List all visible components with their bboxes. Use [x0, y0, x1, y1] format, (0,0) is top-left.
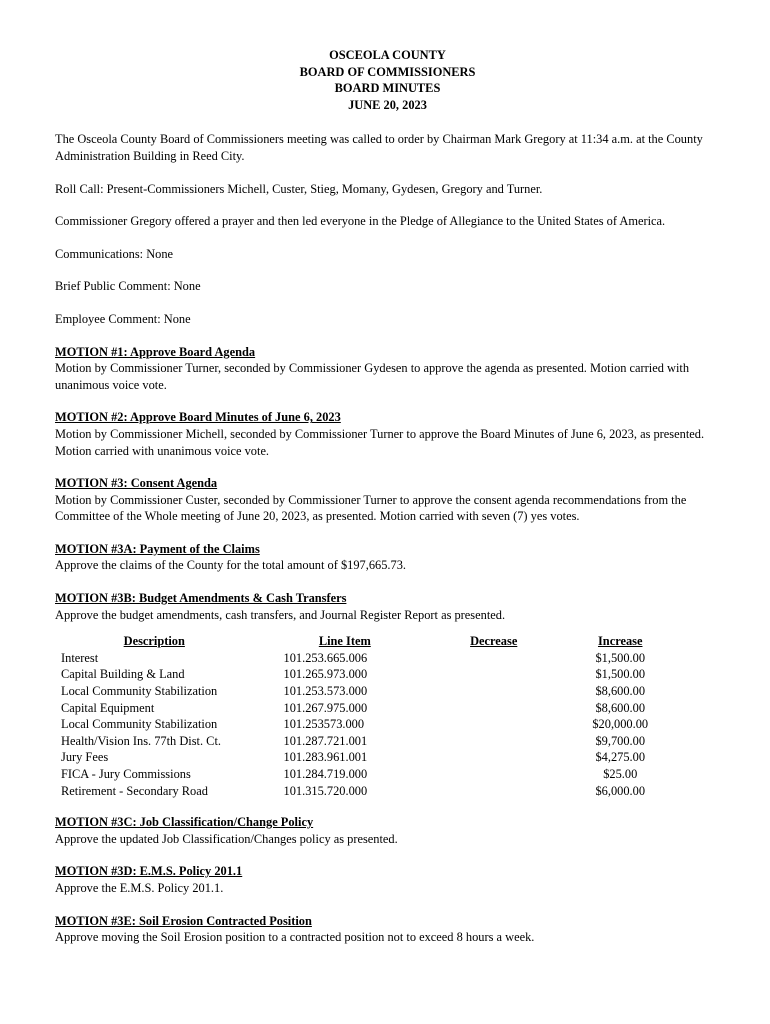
header-minutes: BOARD MINUTES: [334, 81, 441, 96]
row-line-item: 101.265.973.000: [283, 667, 368, 682]
row-description: Interest: [61, 650, 99, 665]
row-description: FICA - Jury Commissions: [61, 767, 191, 781]
row-line-item: 101.267.975.000: [283, 700, 368, 715]
row-decrease: [450, 683, 579, 700]
row-decrease: [450, 666, 579, 683]
row-decrease: [450, 716, 579, 733]
motion-3-text: Motion by Commissioner Custer, seconded by Commissioner Turner to approve the consent agenda recommendations from the Committee of the Whole meeting of June 20, 2023, as presented. Motion carried with seven (7) yes votes.: [55, 492, 687, 524]
row-line-item: 101.287.721.001: [283, 733, 368, 748]
roll-call-paragraph: Roll Call: Present-Commissioners Michell, Custer, Stieg, Momany, Gydesen, Gregory and Turner.: [55, 181, 543, 196]
motion-3d-text: Approve the E.M.S. Policy 201.1.: [55, 880, 224, 895]
motion-3d-title: MOTION #3D: E.M.S. Policy 201.1: [55, 864, 243, 879]
header-line-item: Line Item: [318, 634, 371, 649]
row-description: Jury Fees: [61, 750, 109, 765]
motion-3-title: MOTION #3: Consent Agenda: [55, 476, 218, 491]
row-decrease: [450, 700, 579, 717]
motion-3c-text: Approve the updated Job Classification/Changes policy as presented.: [55, 831, 398, 846]
row-increase: $6,000.00: [595, 783, 646, 798]
row-description: Local Community Stabilization: [61, 717, 218, 732]
motion-3c-title: MOTION #3C: Job Classification/Change Policy: [55, 815, 314, 830]
header-decrease: Decrease: [470, 634, 518, 649]
header-date: JUNE 20, 2023: [348, 97, 427, 112]
row-decrease: [450, 749, 579, 766]
public-comment-paragraph: Brief Public Comment: None: [55, 279, 201, 294]
table-row: [61, 700, 661, 717]
row-line-item: 101.253573.000: [283, 717, 365, 732]
motion-3b-title: MOTION #3B: Budget Amendments & Cash Transfers: [55, 591, 347, 606]
table-row: [61, 766, 661, 783]
table-row: [61, 716, 661, 733]
table-row: [61, 683, 661, 700]
motion-1: [55, 344, 720, 394]
row-line-item: 101.315.720.000: [283, 783, 368, 798]
motion-1-text: Motion by Commissioner Turner, seconded by Commissioner Gydesen to approve the agenda as presented. Motion carried with unanimous voice vote.: [55, 361, 690, 392]
motion-3e-title: MOTION #3E: Soil Erosion Contracted Position: [55, 913, 312, 928]
table-row: [61, 749, 661, 766]
row-increase: $9,700.00: [595, 733, 646, 748]
header-board: BOARD OF COMMISSIONERS: [299, 64, 476, 79]
table-row: [61, 783, 661, 800]
row-decrease: [450, 783, 579, 800]
budget-amendments-table: [61, 633, 661, 799]
row-decrease: [450, 733, 579, 750]
table-row: [61, 650, 661, 667]
row-line-item: 101.253.665.006: [283, 650, 368, 665]
motion-3e-text: Approve moving the Soil Erosion position to a contracted position not to exceed 8 hours a week.: [55, 930, 535, 945]
row-description: Retirement - Secondary Road: [61, 783, 208, 798]
row-description: Local Community Stabilization: [61, 684, 218, 699]
row-line-item: 101.253.573.000: [283, 684, 368, 699]
header-description: Description: [123, 634, 185, 649]
motion-3d: [55, 863, 720, 896]
employee-comment-paragraph: Employee Comment: None: [55, 311, 191, 326]
row-increase: $8,600.00: [595, 684, 646, 699]
motion-3b: [55, 590, 720, 799]
motion-1-title: MOTION #1: Approve Board Agenda: [55, 344, 256, 359]
prayer-paragraph: Commissioner Gregory offered a prayer and then led everyone in the Pledge of Allegiance to the United States of America.: [55, 214, 666, 229]
row-increase: $25.00: [603, 767, 638, 781]
motion-3: [55, 475, 720, 525]
row-line-item: 101.283.961.001: [283, 750, 368, 765]
motion-2-title: MOTION #2: Approve Board Minutes of June 6, 2023: [55, 410, 341, 425]
row-increase: $1,500.00: [595, 667, 646, 682]
row-line-item: 101.284.719.000: [283, 767, 368, 781]
motion-3a-text: Approve the claims of the County for the total amount of $197,665.73.: [55, 558, 407, 573]
row-description: Health/Vision Ins. 77th Dist. Ct.: [61, 733, 221, 748]
communications-paragraph: Communications: None: [55, 246, 174, 261]
motion-3e: [55, 913, 720, 946]
budget-table-header-row: [61, 633, 661, 650]
motion-2-text: Motion by Commissioner Michell, seconded by Commissioner Turner to approve the Board Minutes of June 6, 2023, as presented. Motion carried with unanimous voice vote.: [55, 426, 705, 458]
row-description: Capital Equipment: [61, 700, 155, 715]
row-decrease: [450, 650, 579, 667]
row-increase: $4,275.00: [595, 750, 646, 765]
motion-2: [55, 409, 720, 459]
motion-3a-title: MOTION #3A: Payment of the Claims: [55, 541, 260, 556]
row-increase: $20,000.00: [592, 717, 649, 732]
minutes-page: [55, 47, 720, 946]
row-increase: $1,500.00: [595, 650, 646, 665]
row-description: Capital Building & Land: [61, 667, 185, 682]
motion-3c: [55, 814, 720, 847]
row-decrease: [450, 766, 579, 783]
document-header: [55, 47, 720, 113]
motion-3a: [55, 541, 720, 574]
header-increase: Increase: [597, 634, 643, 649]
header-county: OSCEOLA COUNTY: [329, 48, 446, 62]
row-increase: $8,600.00: [595, 700, 646, 715]
table-row: [61, 733, 661, 750]
table-row: [61, 666, 661, 683]
motion-3b-text: Approve the budget amendments, cash transfers, and Journal Register Report as presented.: [55, 607, 506, 622]
call-to-order-paragraph: The Osceola County Board of Commissioners meeting was called to order by Chairman Mark Gregory at 11:34 a.m. at the County Administration Building in Reed City.: [55, 132, 703, 163]
